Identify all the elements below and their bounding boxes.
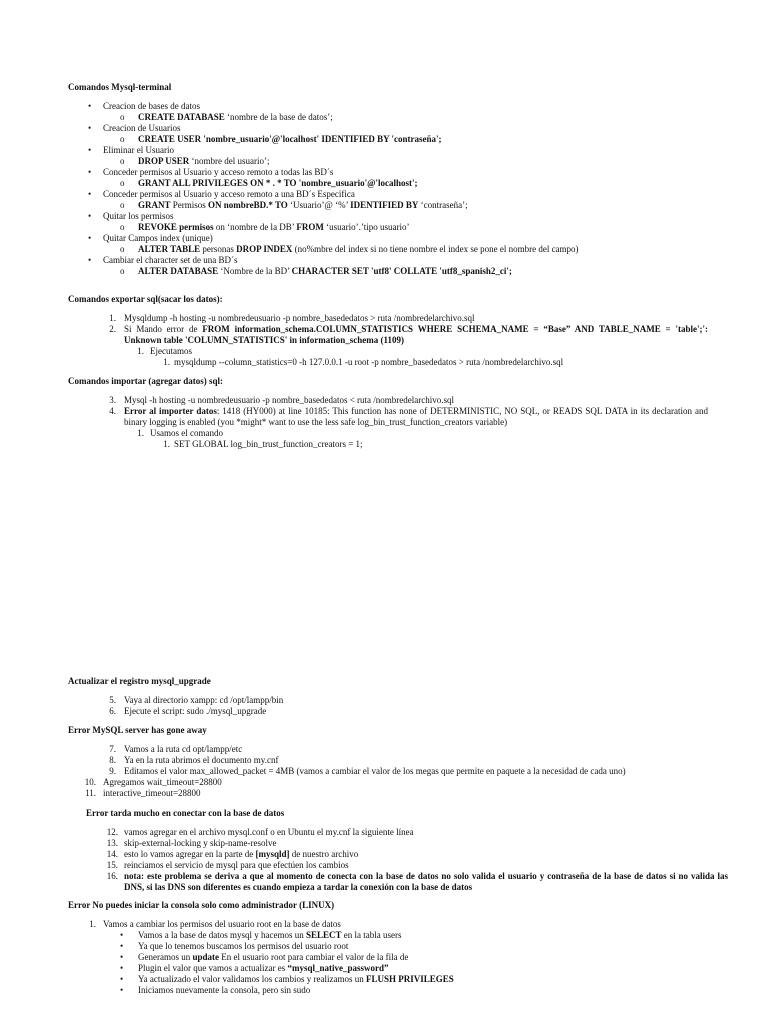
list-subitem: o DROP USER ‘nombre del usuario’; <box>68 156 708 167</box>
section-title: Error MySQL server has gone away <box>68 725 207 735</box>
list-item: 2. Si Mando error de FROM information_schema.COLUMN_STATISTICS WHERE SCHEMA_NAME = “Base” AND TABLE_NAME = 'table';': Unknown table 'COLUMN_STATISTICS' in information_schema (1109) <box>109 324 708 345</box>
list-subitem: • Iniciamos nuevamente la consola, pero sin sudo <box>120 985 311 995</box>
list-item: • Quitar Campos index (unique) <box>68 233 708 244</box>
list-item: 10. Agregamos wait_timeout=28800 <box>84 777 222 787</box>
console-admin-list <box>68 919 708 996</box>
list-subitem: • Ya que lo tenemos buscamos los permisos del usuario root <box>120 941 349 951</box>
list-item: 11. interactive_timeout=28800 <box>85 788 201 798</box>
list-item: 6. Ejecute el script: sudo ./mysql_upgrade <box>109 706 267 716</box>
section-slow-connect <box>86 808 726 893</box>
list-item: • Eliminar el Usuario <box>68 145 708 156</box>
list-subitem: o CREATE USER 'nombre_usuario'@'localhost' IDENTIFIED BY 'contraseña'; <box>68 134 708 145</box>
list-item: 4. Error al importer datos: 1418 (HY000) at line 10185: This function has none of DETERMINISTIC, NO SQL, or READS SQL DATA in its declaration and binary logging is enabled (you *might* want to use the less safe log_bin_trust_function_creators variable) <box>109 406 708 427</box>
list-subitem: • Generamos un update En el usuario root para cambiar el valor de la fila de <box>120 952 409 962</box>
list-item: • Conceder permisos al Usuario y acceso remoto a todas las BD´s <box>68 167 708 178</box>
list-item: 8. Ya en la ruta abrimos el documento my.cnf <box>109 755 279 765</box>
list-subitem: 1. mysqldump --column_statistics=0 -h 127.0.0.1 -u root -p nombre_basededatos > ruta /nombredelarchivo.sql <box>163 357 564 367</box>
section-gone-away <box>68 725 708 799</box>
list-subitem: o CREATE DATABASE ‘nombre de la base de datos’; <box>68 112 708 123</box>
list-subitem: o ALTER DATABASE ‘Nombre de la BD’ CHARACTER SET 'utf8' COLLATE 'utf8_spanish2_ci'; <box>68 266 708 277</box>
list-item: 15. reinciamos el servicio de mysql para que efectúen los cambios <box>106 860 349 870</box>
list-item: 13. skip-external-locking y skip-name-resolve <box>106 838 277 848</box>
section-title: Error tarda mucho en conectar con la base de datos <box>86 808 285 818</box>
list-item: • Conceder permisos al Usuario y acceso remoto a una BD´s Especifica <box>68 189 708 200</box>
list-item: • Creacion de bases de datos <box>68 101 708 112</box>
list-subitem: o REVOKE permisos on ‘nombre de la DB’ FROM ‘usuario’.’tipo usuario’ <box>68 222 708 233</box>
list-subitem: • Vamos a la base de datos mysql y hacemos un SELECT en la tabla users <box>120 930 402 940</box>
gone-away-list <box>68 744 708 799</box>
section-title: Error No puedes iniciar la consola solo como administrador (LINUX) <box>68 900 335 910</box>
bullet-list <box>68 930 708 996</box>
section-console-admin <box>68 900 708 996</box>
section-upgrade <box>68 676 708 717</box>
list-item: 9. Editamos el valor max_allowed_packet = 4MB (vamos a cambiar el valor de los megas que permite en paquete a la necesidad de cada uno) <box>109 766 626 776</box>
list-subitem: 1. Ejecutamos <box>137 346 192 356</box>
export-list <box>68 313 708 368</box>
section-mysql-terminal <box>68 82 708 277</box>
list-item: 5. Vaya al directorio xampp: cd /opt/lampp/bin <box>109 695 284 705</box>
list-item: 16. nota: este problema se deriva a que al momento de conecta con la base de datos no solo valida el usuario y contraseña de la base de datos si no valida las DNS, si las DNS son diferentes es cuando empieza a tardar la conexión con la base de datos <box>106 871 728 892</box>
list-item: 1. Mysqldump -h hosting -u nombredeusuario -p nombre_basededatos > ruta /nombredelarchivo.sql <box>109 313 475 323</box>
section-title: Actualizar el registro mysql_upgrade <box>68 676 211 686</box>
list-subitem: • Plugin el valor que vamos a actualizar es “mysql_native_password” <box>120 963 389 973</box>
upgrade-list <box>68 695 708 717</box>
section-title: Comandos importar (agregar datos) sql: <box>68 376 223 386</box>
section-title: Comandos exportar sql(sacar los datos): <box>68 294 223 304</box>
section-import <box>68 376 708 450</box>
section-title: Comandos Mysql-terminal <box>68 82 172 92</box>
import-list <box>68 395 708 450</box>
command-list <box>68 101 708 277</box>
slow-connect-list <box>86 827 726 893</box>
list-item: • Cambiar el character set de una BD´s <box>68 255 708 266</box>
list-item: • Creacion de Usuarios <box>68 123 708 134</box>
list-item: 7. Vamos a la ruta cd opt/lampp/etc <box>109 744 243 754</box>
list-item: 12. vamos agregar en el archivo mysql.conf o en Ubuntu el my.cnf la siguiente línea <box>106 827 414 837</box>
list-subitem: 1. SET GLOBAL log_bin_trust_function_creators = 1; <box>163 439 363 449</box>
list-item: 3. Mysql -h hosting -u nombredeusuario -p nombre_basededatos < ruta /nombredelarchivo.sql <box>109 395 455 405</box>
list-subitem: o ALTER TABLE personas DROP INDEX (no%mbre del index si no tiene nombre el index se pone el nombre del campo) <box>68 244 708 255</box>
list-item: • Quitar los permisos <box>68 211 708 222</box>
section-export <box>68 294 708 368</box>
list-subitem: o GRANT ALL PRIVILEGES ON * . * TO 'nombre_usuario'@'localhost'; <box>68 178 708 189</box>
list-item: 14. esto lo vamos agregar en la parte de [mysqld] de nuestro archivo <box>106 849 359 859</box>
list-subitem: 1. Usamos el comando <box>137 428 223 438</box>
list-subitem: o GRANT Permisos ON nombreBD.* TO ‘Usuario’@ ‘%’ IDENTIFIED BY ‘contraseña’; <box>68 200 708 211</box>
list-subitem: • Ya actualizado el valor validamos los cambios y realizamos un FLUSH PRIVILEGES <box>120 974 454 984</box>
list-item: 1. Vamos a cambiar los permisos del usuario root en la base de datos <box>89 919 341 929</box>
